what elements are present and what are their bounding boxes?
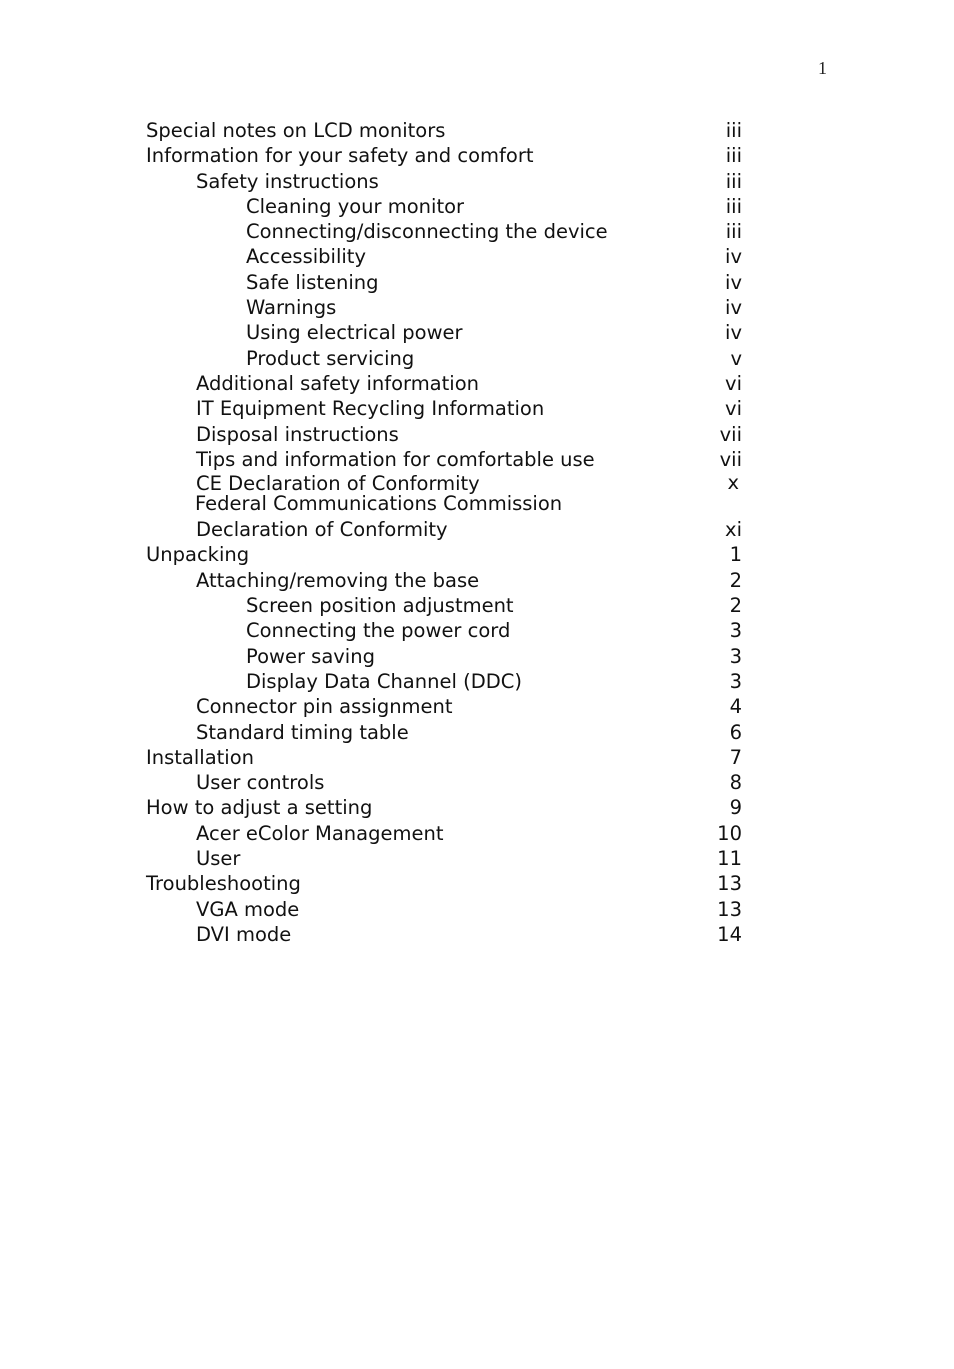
toc-entry[interactable] [146, 871, 746, 896]
toc-entry-title [146, 821, 444, 846]
toc-entry-title-text: VGA mode [196, 897, 300, 921]
toc-entry-title [146, 542, 249, 567]
toc-entry-title [146, 396, 544, 421]
toc-entry-title-text: Attaching/removing the base [196, 568, 480, 592]
toc-entry-page-number: 1 [729, 543, 742, 567]
toc-entry[interactable] [146, 922, 746, 947]
toc-entry-title-text: Connecting/disconnecting the device [246, 220, 608, 244]
toc-entry-title [146, 897, 299, 922]
toc-entry-page-number: 2 [729, 568, 742, 592]
toc-entry-page-number: iii [725, 194, 742, 218]
toc-entry-title-text: Special notes on LCD monitors [146, 119, 446, 142]
toc-entry-title [146, 118, 445, 143]
toc-entry-title [146, 194, 464, 219]
toc-entry-page-number: vi [725, 397, 742, 421]
toc-entry[interactable] [146, 244, 746, 269]
page-number: 1 [818, 58, 827, 78]
toc-entry[interactable] [146, 396, 746, 421]
toc-entry-title [146, 618, 510, 643]
toc-entry-title [146, 846, 240, 871]
toc-entry-title [146, 644, 375, 669]
toc-entry-title-text: Tips and information for comfortable use [196, 447, 595, 471]
toc-entry[interactable] [146, 422, 746, 447]
toc-entry-title [146, 320, 463, 345]
toc-entry-title [146, 720, 409, 745]
toc-entry[interactable] [146, 320, 746, 345]
toc-entry-title-text: Display Data Channel (DDC) [246, 669, 522, 693]
toc-entry-title [146, 568, 479, 593]
toc-entry-page-number: 3 [729, 644, 742, 668]
toc-entry-title [146, 219, 608, 244]
toc-entry[interactable] [146, 897, 746, 922]
toc-entry[interactable] [146, 568, 746, 593]
toc-entry-title-text: Accessibility [246, 245, 366, 269]
toc-entry-page-number: x [727, 471, 739, 495]
toc-entry-page-number: iv [725, 296, 742, 320]
toc-entry-title-text: User [196, 847, 241, 871]
toc-entry-title [146, 593, 514, 618]
toc-entry[interactable] [146, 694, 746, 719]
toc-entry[interactable] [146, 447, 746, 472]
toc-entry-page-number: vii [719, 422, 742, 446]
toc-entry-title [146, 447, 595, 472]
toc-entry-title-text: Standard timing table [196, 720, 409, 744]
toc-entry-page-number: iii [725, 119, 742, 142]
toc-entry-title-text: Troubleshooting [146, 872, 301, 896]
toc-entry-page-number: iii [725, 220, 742, 244]
toc-entry[interactable] [146, 821, 746, 846]
toc-entry-page-number: iii [725, 144, 742, 168]
toc-entry-title-text: IT Equipment Recycling Information [196, 397, 545, 421]
toc-entry[interactable] [146, 169, 746, 194]
toc-entry-title [146, 371, 479, 396]
toc-entry-page-number: 7 [729, 745, 742, 769]
toc-entry[interactable] [146, 270, 746, 295]
toc-entry-title [146, 922, 291, 947]
toc-entry-page-number: 13 [717, 872, 742, 896]
toc-entry-title [146, 694, 453, 719]
toc-entry[interactable] [146, 472, 746, 517]
toc-entry-title-text: Using electrical power [246, 321, 463, 345]
toc-entry[interactable] [146, 542, 746, 567]
toc-entry-title [146, 270, 379, 295]
toc-entry-page-number: 9 [729, 796, 742, 820]
toc-entry-title-text: Safe listening [246, 270, 379, 294]
toc-entry-title-text: Screen position adjustment [246, 594, 514, 618]
toc-entry-title-text: DVI mode [196, 922, 292, 946]
toc-entry-title-text: Installation [146, 745, 255, 769]
toc-entry-page-number: iv [725, 321, 742, 345]
toc-entry[interactable] [146, 194, 746, 219]
toc-entry[interactable] [146, 118, 746, 143]
toc-entry[interactable] [146, 219, 746, 244]
toc-entry[interactable] [146, 644, 746, 669]
toc-entry-title-text: Connecting the power cord [246, 619, 511, 643]
toc-entry-title [146, 517, 448, 542]
toc-entry[interactable] [146, 346, 746, 371]
toc-entry-title [146, 770, 324, 795]
toc-entry-title [146, 669, 522, 694]
toc-entry-page-number: 8 [729, 771, 742, 795]
toc-entry-title-text: Unpacking [146, 543, 250, 567]
toc-entry-title [146, 795, 372, 820]
table-of-contents [146, 118, 746, 947]
toc-entry[interactable] [146, 770, 746, 795]
toc-entry-title-continuation: Federal Communications Commission [195, 492, 563, 516]
toc-entry-title [146, 474, 562, 514]
toc-entry-title [146, 745, 254, 770]
toc-entry-title [146, 143, 533, 168]
toc-entry-page-number: iv [725, 270, 742, 294]
toc-entry-page-number: 2 [729, 594, 742, 618]
toc-entry-title-text: Additional safety information [196, 371, 479, 395]
toc-entry-page-number: 13 [717, 897, 742, 921]
toc-entry-page-number: 14 [717, 922, 742, 946]
toc-entry-title [146, 169, 379, 194]
toc-entry[interactable] [146, 795, 746, 820]
toc-entry-title-text: Connector pin assignment [196, 695, 453, 719]
toc-entry-page-number: vii [719, 447, 742, 471]
toc-entry-title-text: CE Declaration of Conformity [196, 472, 480, 496]
toc-entry[interactable] [146, 371, 746, 396]
toc-entry-title-text: Product servicing [246, 346, 415, 370]
toc-entry[interactable] [146, 669, 746, 694]
toc-entry[interactable] [146, 517, 746, 542]
toc-entry-page-number: 4 [729, 695, 742, 719]
toc-entry-title-text: User controls [196, 771, 325, 795]
toc-entry-title-text: Cleaning your monitor [246, 194, 465, 218]
toc-entry[interactable] [146, 143, 746, 168]
toc-entry-page-number: 3 [729, 619, 742, 643]
toc-entry-title-text: Information for your safety and comfort [146, 144, 534, 168]
toc-entry-title [146, 295, 336, 320]
toc-entry-page-number: vi [725, 371, 742, 395]
toc-entry[interactable] [146, 295, 746, 320]
toc-entry[interactable] [146, 846, 746, 871]
toc-entry-page-number: 6 [729, 720, 742, 744]
toc-entry-title-text: Safety instructions [196, 169, 379, 193]
toc-entry-title [146, 871, 301, 896]
toc-entry-title-text: Warnings [246, 296, 337, 320]
toc-entry-title-text: Acer eColor Management [196, 821, 444, 845]
toc-entry-page-number: iv [725, 245, 742, 269]
toc-entry[interactable] [146, 745, 746, 770]
toc-entry-page-number: 3 [729, 669, 742, 693]
toc-entry-page-number: 11 [717, 847, 742, 871]
toc-entry[interactable] [146, 618, 746, 643]
toc-entry-title [146, 244, 366, 269]
toc-entry-page-number: v [730, 346, 742, 370]
toc-entry-title [146, 422, 399, 447]
toc-entry[interactable] [146, 593, 746, 618]
toc-entry-title-text: Declaration of Conformity [196, 518, 448, 542]
toc-entry-title [146, 346, 414, 371]
toc-entry-page-number: xi [725, 518, 742, 542]
toc-entry-page-number: 10 [717, 821, 742, 845]
toc-entry-page-number: iii [725, 169, 742, 193]
toc-entry-title-text: How to adjust a setting [146, 796, 373, 820]
toc-entry-title-text: Disposal instructions [196, 422, 399, 446]
toc-entry-title-text: Power saving [246, 644, 375, 668]
toc-entry[interactable] [146, 720, 746, 745]
